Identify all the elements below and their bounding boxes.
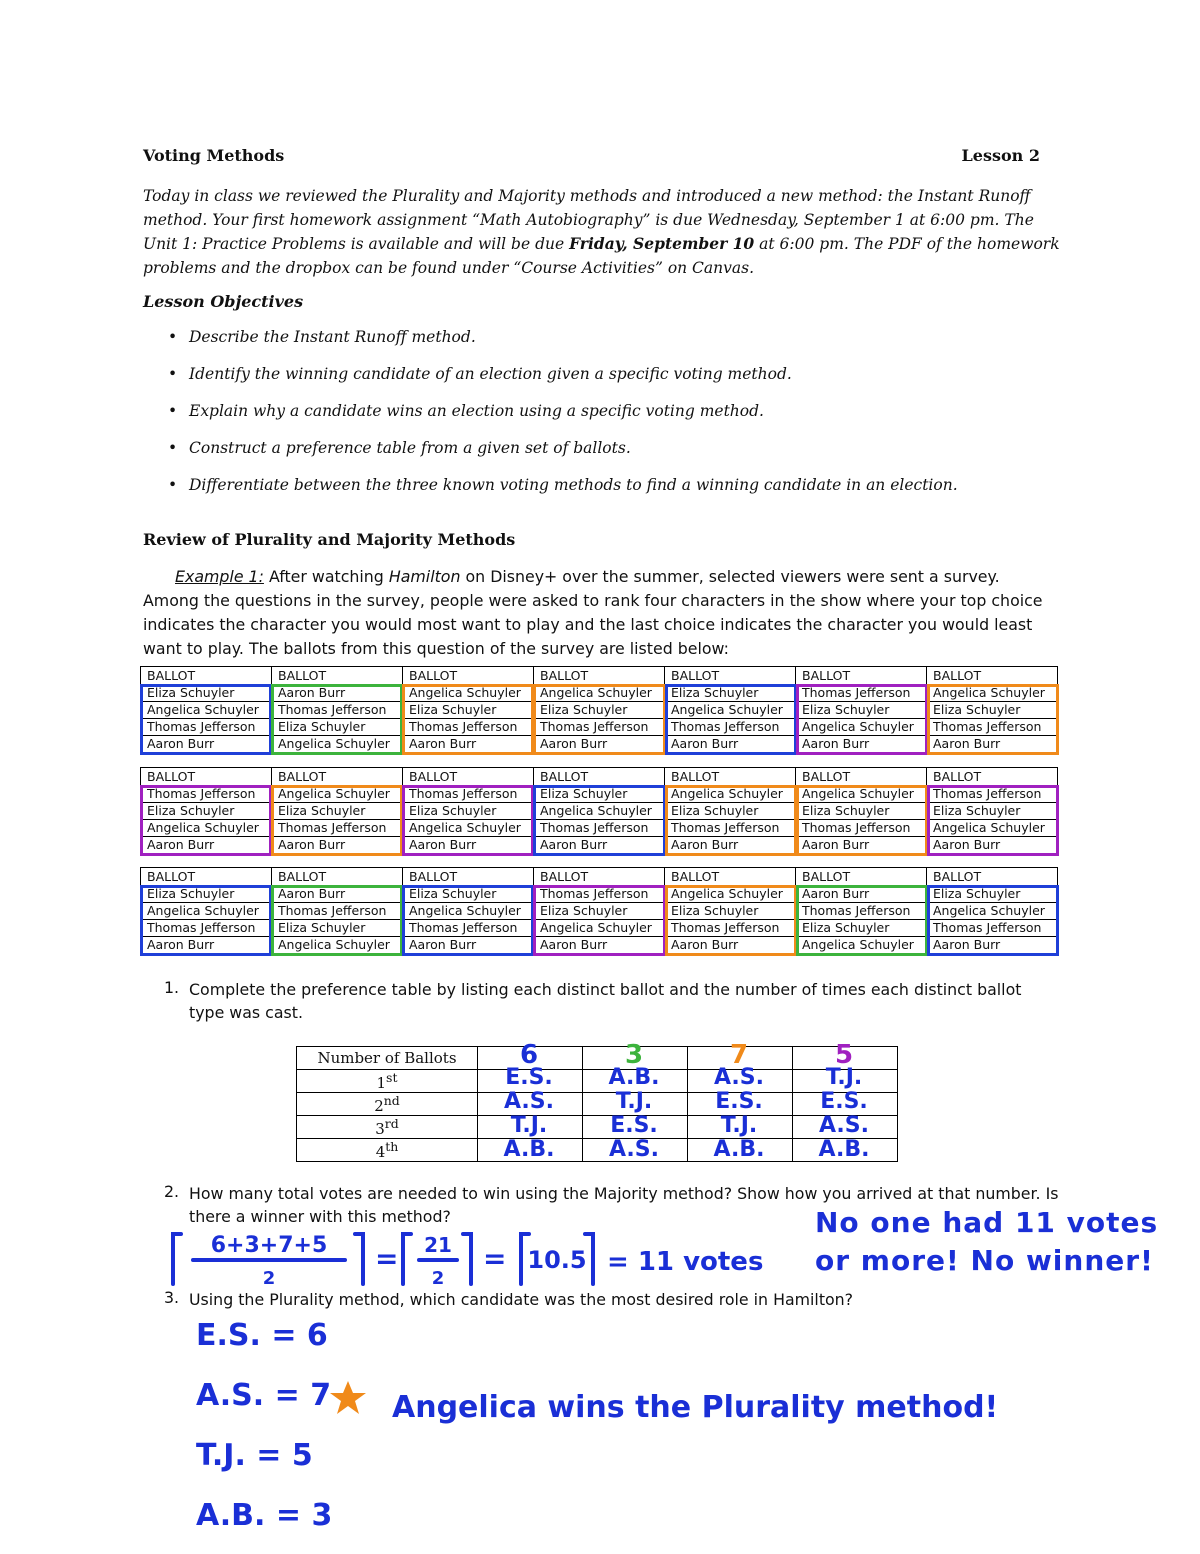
- ballot-choice: Eliza Schuyler: [272, 719, 403, 736]
- ballot-choice: Eliza Schuyler: [534, 702, 665, 719]
- no-winner-note-line1: No one had 11 votes: [815, 1206, 1159, 1239]
- ceiling-bracket-left: [173, 1234, 181, 1284]
- ballot-header: BALLOT: [141, 667, 272, 685]
- intro-text-post: at 6:00 pm. The PDF of the homework problems and the dropbox can be found under “Course Activities” on Canvas.: [143, 235, 1060, 277]
- ballot-choice: Angelica Schuyler: [403, 903, 534, 920]
- ballot-choice: Aaron Burr: [796, 886, 927, 903]
- ranked-candidate: T.J.: [510, 1113, 548, 1138]
- ballot-count: 3: [624, 1040, 644, 1070]
- ranked-candidate: E.S.: [820, 1089, 868, 1114]
- table-row: [141, 803, 1058, 820]
- objective-item: • Construct a preference table from a given set of ballots.: [168, 439, 958, 476]
- ballot-choice: Eliza Schuyler: [796, 702, 927, 719]
- ballot-choice: Aaron Burr: [665, 837, 796, 854]
- ballot-choice: Aaron Burr: [534, 736, 665, 753]
- ballot-header: BALLOT: [534, 868, 665, 886]
- ranked-candidate: E.S.: [715, 1089, 763, 1114]
- ballot-choice: Aaron Burr: [403, 937, 534, 954]
- ballot-choice: Angelica Schuyler: [403, 685, 534, 702]
- section-title: Review of Plurality and Majority Methods: [143, 530, 516, 549]
- question-3-text: Using the Plurality method, which candidate was the most desired role in Hamilton?: [189, 1290, 854, 1309]
- ballot-choice: Thomas Jefferson: [927, 719, 1058, 736]
- ceiling-bracket-right: [355, 1234, 363, 1284]
- ballot-choice: Angelica Schuyler: [796, 786, 927, 803]
- rank-suffix: th: [385, 1139, 399, 1154]
- ballot-choice: Aaron Burr: [796, 837, 927, 854]
- ballot-header: BALLOT: [403, 868, 534, 886]
- ballot-choice: Angelica Schuyler: [141, 820, 272, 837]
- ballot-choice: Angelica Schuyler: [927, 685, 1058, 702]
- ballot-header: BALLOT: [272, 868, 403, 886]
- majority-work: [165, 1222, 805, 1294]
- ballot-choice: Aaron Burr: [272, 886, 403, 903]
- ranked-candidate: T.J.: [720, 1113, 758, 1138]
- ballot-count: 5: [834, 1040, 854, 1070]
- ballot-choice: Angelica Schuyler: [534, 685, 665, 702]
- ballot-header: BALLOT: [534, 768, 665, 786]
- example-text: on Disney+ over the summer, selected viewers were sent a survey. Among the questions in the survey, people were asked to rank four characters in the show where your top choice indicates the character you would most want to play and the last choice indicates the character you would least want to play. The ballots from this question of the survey are listed below:: [143, 567, 1043, 658]
- rank-number: 1: [376, 1074, 387, 1092]
- ballot-choice: Thomas Jefferson: [665, 820, 796, 837]
- ballot-choice: Aaron Burr: [927, 937, 1058, 954]
- ballot-choice: Aaron Burr: [927, 736, 1058, 753]
- tally-ab: A.B. = 3: [196, 1498, 333, 1533]
- ballot-choice: Eliza Schuyler: [665, 803, 796, 820]
- table-row: [141, 702, 1058, 719]
- ballot-header: BALLOT: [796, 868, 927, 886]
- ballot-choice: Angelica Schuyler: [534, 920, 665, 937]
- ballot-choice: Thomas Jefferson: [927, 786, 1058, 803]
- ballot-choice: Thomas Jefferson: [796, 903, 927, 920]
- ballot-choice: Eliza Schuyler: [141, 803, 272, 820]
- ballot-choice: Thomas Jefferson: [796, 685, 927, 702]
- intro-paragraph: [143, 184, 1063, 280]
- ballot-choice: Thomas Jefferson: [141, 920, 272, 937]
- ranked-candidate: T.J.: [615, 1089, 653, 1114]
- ballot-choice: Eliza Schuyler: [796, 803, 927, 820]
- total-numerator: 21: [424, 1233, 452, 1257]
- ballot-choice: Aaron Burr: [665, 736, 796, 753]
- ballot-choice: Thomas Jefferson: [272, 820, 403, 837]
- ballot-choice: Eliza Schuyler: [141, 886, 272, 903]
- ballot-choice: Eliza Schuyler: [534, 786, 665, 803]
- ballot-choice: Eliza Schuyler: [927, 886, 1058, 903]
- ballot-header: BALLOT: [796, 768, 927, 786]
- ranked-candidate: E.S.: [505, 1065, 553, 1090]
- ballot-choice: Eliza Schuyler: [534, 903, 665, 920]
- ballot-choice: Eliza Schuyler: [665, 685, 796, 702]
- ballot-choice: Angelica Schuyler: [665, 786, 796, 803]
- ballot-choice: Aaron Burr: [796, 736, 927, 753]
- ranked-candidate: E.S.: [610, 1113, 658, 1138]
- ballot-choice: Aaron Burr: [272, 837, 403, 854]
- ballot-choice: Thomas Jefferson: [403, 719, 534, 736]
- ranked-candidate: A.B.: [503, 1137, 555, 1162]
- ballot-table: [140, 867, 1058, 954]
- ballot-header: BALLOT: [665, 768, 796, 786]
- ballot-count: 6: [519, 1040, 539, 1070]
- total-denominator: 2: [431, 1268, 445, 1289]
- ballot-choice: Angelica Schuyler: [534, 803, 665, 820]
- ballot-choice: Aaron Burr: [272, 685, 403, 702]
- question-1-text: Complete the preference table by listing each distinct ballot and the number of times each distinct ballot type was cast.: [189, 980, 1022, 1022]
- ballot-choice: Angelica Schuyler: [796, 719, 927, 736]
- ranked-candidate: A.S.: [714, 1065, 764, 1090]
- ballot-table: [140, 666, 1058, 753]
- table-row: [141, 667, 1058, 685]
- rank-suffix: rd: [384, 1116, 399, 1131]
- ranked-candidate: A.S.: [504, 1089, 554, 1114]
- ballot-choice: Thomas Jefferson: [665, 719, 796, 736]
- ballot-choice: Aaron Burr: [534, 937, 665, 954]
- ranked-candidate: A.S.: [609, 1137, 659, 1162]
- rank-suffix: st: [386, 1070, 398, 1085]
- document-title: Voting Methods: [143, 146, 285, 165]
- sum-denominator: 2: [262, 1268, 276, 1289]
- half-value: 10.5: [527, 1246, 587, 1274]
- star-icon: [328, 1378, 368, 1418]
- ballot-choice: Thomas Jefferson: [534, 719, 665, 736]
- ballot-choice: Eliza Schuyler: [141, 685, 272, 702]
- objective-item: • Explain why a candidate wins an election using a specific voting method.: [168, 402, 958, 439]
- sum-numerator: 6+3+7+5: [210, 1233, 328, 1258]
- ceiling-bracket-right: [463, 1234, 471, 1284]
- ballot-choice: Eliza Schuyler: [927, 803, 1058, 820]
- objective-item: • Differentiate between the three known voting methods to find a winning candidate in an election.: [168, 476, 958, 513]
- rank-suffix: nd: [383, 1093, 400, 1108]
- tally-as: A.S. = 7: [196, 1378, 332, 1413]
- ballot-choice: Thomas Jefferson: [141, 719, 272, 736]
- ballot-header: BALLOT: [927, 768, 1058, 786]
- ballot-choice: Aaron Burr: [141, 837, 272, 854]
- rank-label: [297, 1139, 478, 1162]
- rank-number: 3: [375, 1120, 385, 1138]
- example-text: After watching: [263, 567, 389, 586]
- ranked-candidate: A.B.: [713, 1137, 765, 1162]
- ballot-choice: Angelica Schuyler: [141, 903, 272, 920]
- table-row: [141, 937, 1058, 954]
- ballot-choice: Thomas Jefferson: [403, 920, 534, 937]
- rank-number: 2: [374, 1097, 384, 1115]
- ballot-header: BALLOT: [141, 868, 272, 886]
- ballot-choice: Aaron Burr: [534, 837, 665, 854]
- ballot-choice: Thomas Jefferson: [403, 786, 534, 803]
- ballot-choice: Eliza Schuyler: [927, 702, 1058, 719]
- objectives-list: [168, 328, 958, 513]
- question-number: 3.: [164, 1288, 180, 1307]
- ballot-header: BALLOT: [272, 768, 403, 786]
- ballot-header: BALLOT: [141, 768, 272, 786]
- ballot-choice: Aaron Burr: [927, 837, 1058, 854]
- ballot-choice: Eliza Schuyler: [272, 803, 403, 820]
- table-row: [141, 903, 1058, 920]
- equals-sign: =: [483, 1242, 507, 1275]
- tally-tj: T.J. = 5: [196, 1438, 313, 1473]
- table-row: [141, 786, 1058, 803]
- example-paragraph: [143, 565, 1058, 661]
- ballot-choice: Thomas Jefferson: [665, 920, 796, 937]
- intro-due-date: Friday, September 10: [569, 234, 755, 253]
- table-row: [141, 719, 1058, 736]
- example-label: Example 1:: [175, 567, 264, 586]
- ballot-choice: Thomas Jefferson: [272, 903, 403, 920]
- ballot-choice: Eliza Schuyler: [272, 920, 403, 937]
- ballot-choice: Eliza Schuyler: [665, 903, 796, 920]
- number-of-ballots-label: Number of Ballots: [297, 1047, 478, 1070]
- table-row: [141, 920, 1058, 937]
- lesson-label: Lesson 2: [961, 146, 1040, 165]
- ballot-choice: Thomas Jefferson: [796, 820, 927, 837]
- ballot-choice: Angelica Schuyler: [403, 820, 534, 837]
- ballot-choice: Eliza Schuyler: [403, 803, 534, 820]
- table-row: [141, 820, 1058, 837]
- ballot-choice: Angelica Schuyler: [272, 937, 403, 954]
- question-number: 1.: [164, 978, 180, 997]
- objective-item: • Describe the Instant Runoff method.: [168, 328, 958, 365]
- no-winner-note-line2: or more! No winner!: [815, 1244, 1154, 1277]
- plurality-winner-note: Angelica wins the Plurality method!: [392, 1390, 999, 1425]
- ballot-header: BALLOT: [927, 667, 1058, 685]
- table-row: [141, 685, 1058, 702]
- ballot-choice: Aaron Burr: [665, 937, 796, 954]
- table-row: [141, 868, 1058, 886]
- ballot-choice: Angelica Schuyler: [665, 702, 796, 719]
- ballot-header: BALLOT: [403, 768, 534, 786]
- equals-sign: =: [375, 1242, 399, 1275]
- rank-number: 4: [375, 1143, 386, 1161]
- ballot-count: 7: [729, 1040, 749, 1070]
- rank-label: [297, 1116, 478, 1139]
- tally-es: E.S. = 6: [196, 1318, 328, 1353]
- show-title: Hamilton: [388, 567, 461, 586]
- rank-label: [297, 1070, 478, 1093]
- ranked-candidate: A.S.: [819, 1113, 869, 1138]
- ballot-choice: Angelica Schuyler: [796, 937, 927, 954]
- table-row: [141, 768, 1058, 786]
- ballot-choice: Angelica Schuyler: [272, 736, 403, 753]
- table-row: [141, 736, 1058, 753]
- votes-needed: = 11 votes: [607, 1247, 764, 1277]
- ballot-choice: Aaron Burr: [403, 736, 534, 753]
- ceiling-bracket-left: [403, 1234, 411, 1284]
- ballot-choice: Thomas Jefferson: [272, 702, 403, 719]
- ballot-choice: Angelica Schuyler: [141, 702, 272, 719]
- rank-label: [297, 1093, 478, 1116]
- ballot-choice: Aaron Burr: [141, 736, 272, 753]
- ballot-choice: Eliza Schuyler: [403, 886, 534, 903]
- ranked-candidate: A.B.: [818, 1137, 870, 1162]
- ballot-header: BALLOT: [665, 868, 796, 886]
- question-number: 2.: [164, 1182, 180, 1201]
- ballot-choice: Angelica Schuyler: [927, 820, 1058, 837]
- table-row: [141, 837, 1058, 854]
- question-2-text: How many total votes are needed to win using the Majority method? Show how you arrived at that number. Is there a winner with this method?: [189, 1184, 1059, 1226]
- ballot-choice: Thomas Jefferson: [141, 786, 272, 803]
- ballot-choice: Angelica Schuyler: [665, 886, 796, 903]
- ballot-choice: Eliza Schuyler: [796, 920, 927, 937]
- ballot-choice: Aaron Burr: [141, 937, 272, 954]
- ballot-header: BALLOT: [665, 667, 796, 685]
- ballot-header: BALLOT: [927, 868, 1058, 886]
- ballot-choice: Thomas Jefferson: [534, 820, 665, 837]
- ballot-choice: Eliza Schuyler: [403, 702, 534, 719]
- ballot-choice: Angelica Schuyler: [927, 903, 1058, 920]
- ballot-header: BALLOT: [272, 667, 403, 685]
- ballot-header: BALLOT: [796, 667, 927, 685]
- intro-text-pre: Today in class we reviewed the Plurality and Majority methods and introduced a new method: the Instant Runoff method. Your first homework assignment “Math Autobiography” is due Wednesday, September 1 at 6:00 pm. The Unit 1: Practice Problems is available and will be due: [143, 187, 1034, 253]
- ballot-choice: Thomas Jefferson: [927, 920, 1058, 937]
- ballot-choice: Aaron Burr: [403, 837, 534, 854]
- ballot-choice: Angelica Schuyler: [272, 786, 403, 803]
- ballot-choice: Thomas Jefferson: [534, 886, 665, 903]
- ranked-candidate: T.J.: [825, 1065, 863, 1090]
- objectives-title: Lesson Objectives: [143, 292, 304, 311]
- ballot-header: BALLOT: [403, 667, 534, 685]
- ranked-candidate: A.B.: [608, 1065, 660, 1090]
- ballot-table: [140, 767, 1058, 854]
- objective-item: • Identify the winning candidate of an election given a specific voting method.: [168, 365, 958, 402]
- table-row: [141, 886, 1058, 903]
- ballot-header: BALLOT: [534, 667, 665, 685]
